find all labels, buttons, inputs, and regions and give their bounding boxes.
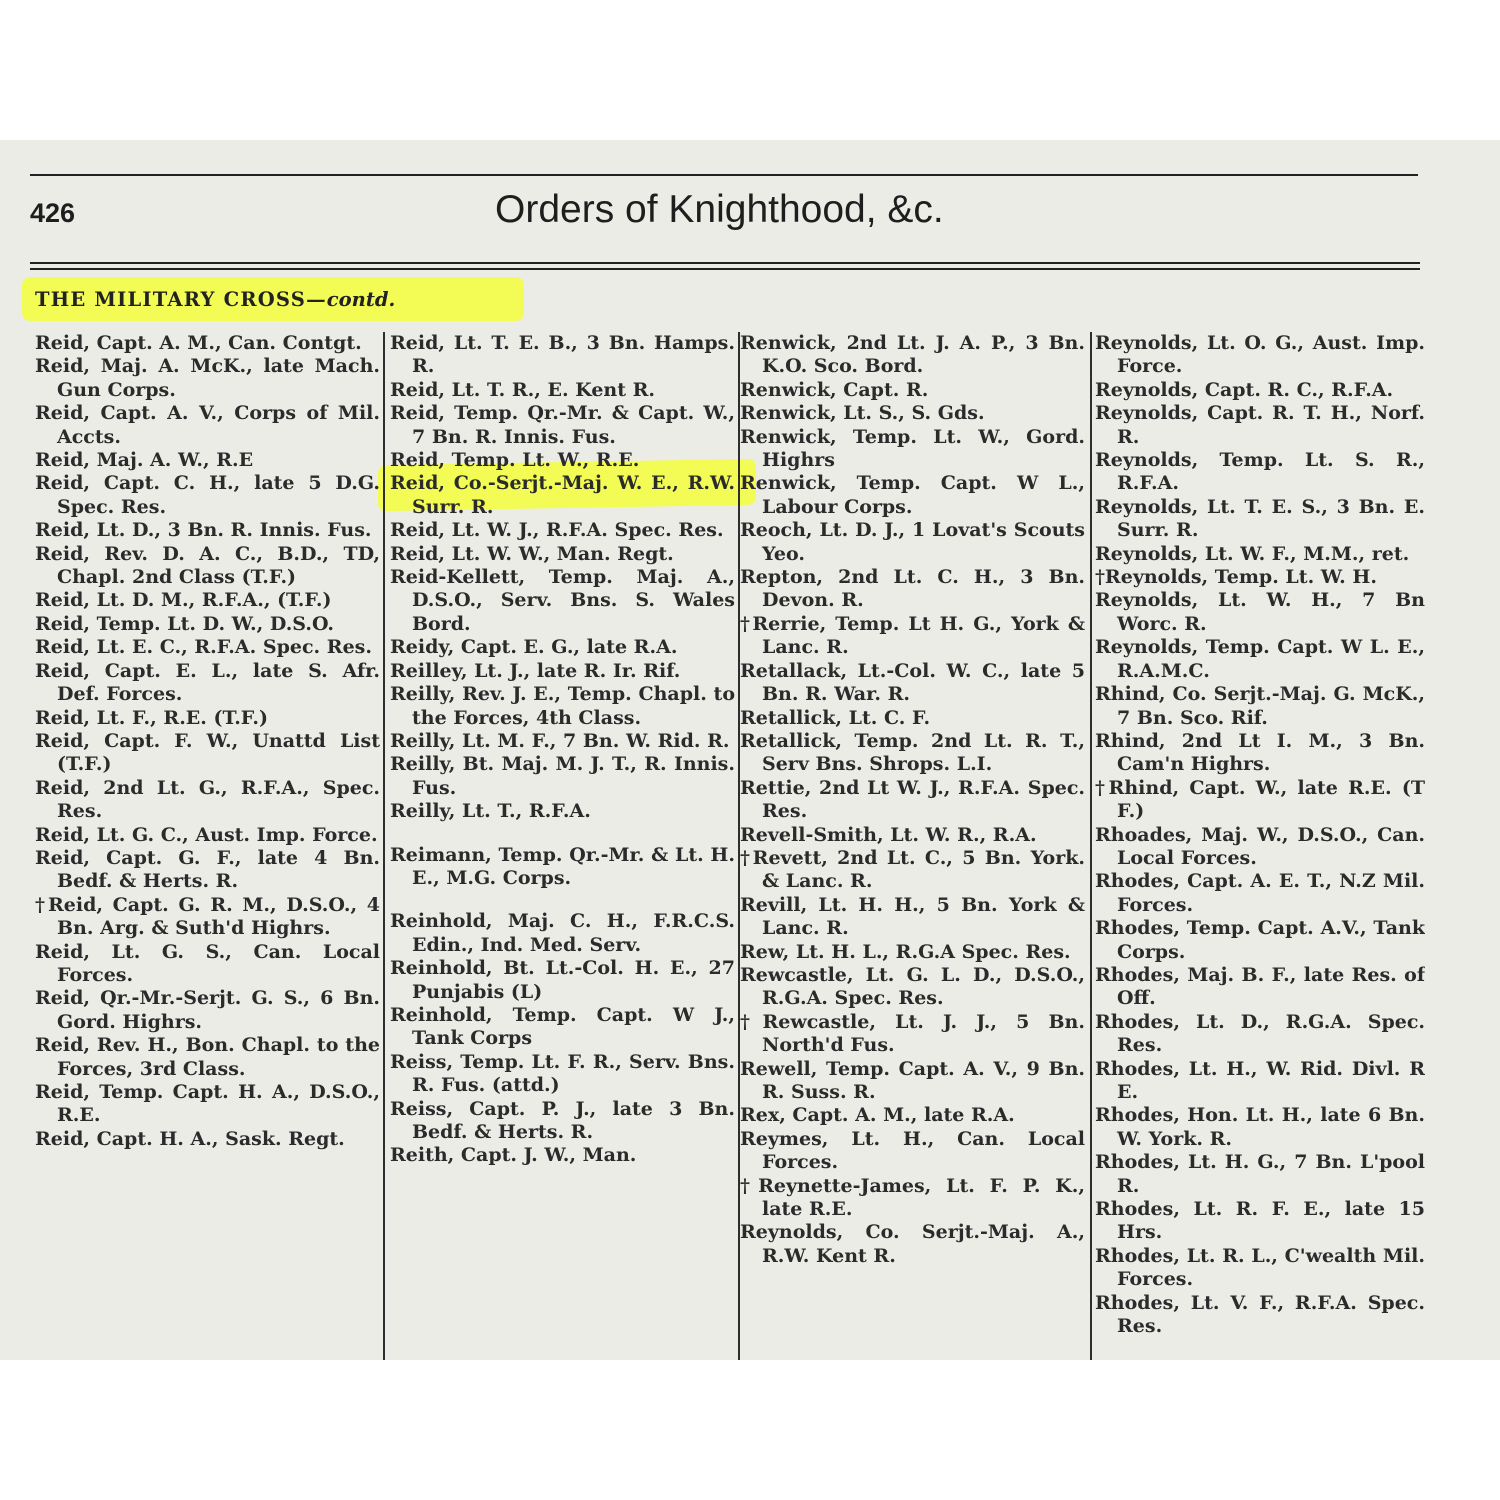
list-entry: Reid, Temp. Lt. D. W., D.S.O. [35,612,335,635]
list-entry: †Rewcastle, Lt. J. J., 5 Bn. North'd Fus. [740,1010,1085,1057]
list-entry: Reynolds, Capt. R. C., R.F.A. [1095,378,1394,401]
list-entry: Rhodes, Lt. V. F., R.F.A. Spec. Res. [1095,1291,1425,1338]
list-entry: Reilley, Lt. J., late R. Ir. Rif. [390,659,681,682]
list-entry: Retallack, Lt.-Col. W. C., late 5 Bn. R. War. R. [740,659,1085,706]
list-entry: Reid, Capt. C. H., late 5 D.G. Spec. Res. [35,472,380,518]
list-entry: Renwick, Lt. S., S. Gds. [740,402,985,425]
list-entry: Rhodes, Temp. Capt. A.V., Tank Corps. [1095,917,1425,963]
list-entry: Reid, Temp. Qr.-Mr. & Capt. W., 7 Bn. R. Innis. Fus. [390,402,735,448]
list-entry: Reilly, Lt. M. F., 7 Bn. W. Rid. R. [390,729,730,752]
list-entry: Retallick, Lt. C. F. [740,706,931,729]
list-entry: Rhodes, Hon. Lt. H., late 6 Bn. W. York. R. [1095,1104,1425,1150]
column-1 [35,332,380,1360]
list-entry: Reinhold, Maj. C. H., F.R.C.S. Edin., Ind. Med. Serv. [390,910,735,956]
section-heading [35,288,395,311]
list-entry: Rex, Capt. A. M., late R.A. [740,1104,1015,1127]
list-entry: Reid, Lt. W. J., R.F.A. Spec. Res. [390,519,724,542]
top-rule [30,174,1418,176]
list-entry: Reynolds, Lt. W. H., 7 Bn Worc. R. [1095,589,1425,635]
column-2 [390,332,735,1360]
list-entry: Renwick, Temp. Capt. W L., Labour Corps. [740,472,1085,518]
list-entry: Reid, Capt. F. W., Unattd List (T.F.) [35,729,380,776]
list-entry: Reynolds, Capt. R. T. H., Norf. R. [1095,402,1425,448]
list-entry: Reymes, Lt. H., Can. Local Forces. [740,1127,1085,1174]
list-entry: Reid, Qr.-Mr.-Serjt. G. S., 6 Bn. Gord. Highrs. [35,987,380,1033]
list-entry: Reidy, Capt. E. G., late R.A. [390,636,678,659]
list-entry: Reilly, Rev. J. E., Temp. Chapl. to the Forces, 4th Class. [390,683,735,729]
list-entry: †Revett, 2nd Lt. C., 5 Bn. York. & Lanc. R. [740,846,1085,893]
list-entry: Reinhold, Bt. Lt.-Col. H. E., 27 Punjabis (L) [390,957,735,1003]
list-entry: Rhodes, Maj. B. F., late Res. of Off. [1095,963,1425,1010]
list-entry: Reid, 2nd Lt. G., R.F.A., Spec. Res. [35,776,380,823]
list-entry: Reid, Lt. E. C., R.F.A. Spec. Res. [35,636,372,659]
column-3 [740,332,1085,1360]
list-entry: Reid, Lt. F., R.E. (T.F.) [35,706,268,729]
list-entry: †Reynette-James, Lt. F. P. K., late R.E. [740,1174,1085,1221]
list-entry: Reid, Capt. A. M., Can. Contgt. [35,332,362,354]
list-entry: Reid, Maj. A. W., R.E [35,449,254,472]
list-entry: Renwick, Temp. Lt. W., Gord. Highrs [740,425,1085,472]
list-entry: Reynolds, Co. Serjt.-Maj. A., R.W. Kent R. [740,1221,1085,1267]
list-entry: Reynolds, Lt. T. E. S., 3 Bn. E. Surr. R. [1095,495,1425,542]
list-entry: Revell-Smith, Lt. W. R., R.A. [740,823,1037,846]
list-entry: Reid, Capt. H. A., Sask. Regt. [35,1127,345,1150]
list-entry: Reoch, Lt. D. J., 1 Lovat's Scouts Yeo. [740,519,1085,565]
list-entry: Reid, Lt. T. R., E. Kent R. [390,378,656,401]
list-entry: Reith, Capt. J. W., Man. [390,1144,637,1167]
list-entry: Reilly, Lt. T., R.F.A. [390,800,591,823]
list-entry: Reid, Lt. D. M., R.F.A., (T.F.) [35,589,332,612]
list-entry: Reid, Maj. A. McK., late Mach. Gun Corps. [35,355,380,401]
header-rule-lower [30,268,1420,270]
list-entry: Reid, Rev. D. A. C., B.D., TD, Chapl. 2nd Class (T.F.) [35,542,380,589]
list-entry: Renwick, 2nd Lt. J. A. P., 3 Bn. K.O. Sco. Bord. [740,332,1085,378]
list-entry: Reid, Lt. D., 3 Bn. R. Innis. Fus. [35,519,372,542]
list-entry: †Rerrie, Temp. Lt H. G., York & Lanc. R. [740,612,1085,659]
list-entry: Reynolds, Lt. W. F., M.M., ret. [1095,542,1410,565]
list-entry: Reid, Capt. E. L., late S. Afr. Def. Forces. [35,659,380,706]
list-entry: Reynolds, Temp. Capt. W L. E., R.A.M.C. [1095,636,1425,682]
list-entry: Rhodes, Lt. R. F. E., late 15 Hrs. [1095,1198,1425,1244]
list-entry: Reid, Rev. H., Bon. Chapl. to the Forces, 3rd Class. [35,1034,380,1080]
list-entry: Reynolds, Lt. O. G., Aust. Imp. Force. [1095,332,1425,378]
list-entry: Reinhold, Temp. Capt. W J., Tank Corps [390,1003,735,1050]
list-entry: Reid, Lt. T. E. B., 3 Bn. Hamps. R. [390,332,735,378]
list-entry: Rhodes, Lt. H. G., 7 Bn. L'pool R. [1095,1151,1425,1197]
list-entry: Rhodes, Capt. A. E. T., N.Z Mil. Forces. [1095,870,1425,916]
list-entry: Repton, 2nd Lt. C. H., 3 Bn. Devon. R. [740,566,1085,612]
highlighted-entry: Reid, Temp. Lt. W., R.E. [390,449,640,472]
list-entry: Reid, Lt. G. S., Can. Local Forces. [35,940,380,986]
list-entry: Retallick, Temp. 2nd Lt. R. T., Serv Bns. Shrops. L.I. [740,729,1085,776]
list-entry: Rew, Lt. H. L., R.G.A Spec. Res. [740,940,1071,963]
list-entry: Reiss, Capt. P. J., late 3 Bn. Bedf. & Herts. R. [390,1097,735,1143]
list-entry: Reid, Lt. G. C., Aust. Imp. Force. [35,823,378,846]
spacer [390,824,735,844]
column-divider [1090,332,1092,1360]
list-entry: Reynolds, Temp. Lt. S. R., R.F.A. [1095,449,1425,495]
list-entry: Rhodes, Lt. R. L., C'wealth Mil. Forces. [1095,1244,1425,1291]
page-number: 426 [30,198,76,228]
list-entry: †Reynolds, Temp. Lt. W. H. [1095,566,1377,589]
list-entry: Revill, Lt. H. H., 5 Bn. York & Lanc. R. [740,893,1085,940]
list-entry: Rhodes, Lt. D., R.G.A. Spec. Res. [1095,1010,1425,1057]
list-entry: Reilly, Bt. Maj. M. J. T., R. Innis. Fus. [390,753,735,799]
list-entry: Reid, Lt. W. W., Man. Regt. [390,542,674,565]
list-entry: Reid, Temp. Capt. H. A., D.S.O., R.E. [35,1081,380,1127]
list-entry: Reid, Capt. G. F., late 4 Bn. Bedf. & Herts. R. [35,846,380,893]
list-entry: Rewell, Temp. Capt. A. V., 9 Bn. R. Suss. R. [740,1057,1085,1103]
column-divider [383,332,385,1360]
header-rule-upper [30,262,1420,264]
list-entry: Reiss, Temp. Lt. F. R., Serv. Bns. R. Fus. (attd.) [390,1050,735,1097]
section-contd: contd. [326,288,396,311]
list-entry: Renwick, Capt. R. [740,378,929,401]
section-title: THE MILITARY CROSS— [35,288,327,311]
list-entry: Rhind, Co. Serjt.-Maj. G. McK., 7 Bn. Sco. Rif. [1095,683,1425,729]
list-entry: Reid-Kellett, Temp. Maj. A., D.S.O., Serv. Bns. S. Wales Bord. [390,566,735,635]
list-entry: †Rhind, Capt. W., late R.E. (T F.) [1095,776,1425,823]
book-page-photo [0,140,1500,1360]
list-entry: Rettie, 2nd Lt W. J., R.F.A. Spec. Res. [740,776,1085,823]
list-entry: †Reid, Capt. G. R. M., D.S.O., 4 Bn. Arg. & Suth'd Highrs. [35,893,380,940]
list-entry: Rewcastle, Lt. G. L. D., D.S.O., R.G.A. Spec. Res. [740,963,1085,1010]
column-4 [1095,332,1425,1360]
running-title: Orders of Knighthood, &c. [495,188,944,231]
list-entry: Reid, Capt. A. V., Corps of Mil. Accts. [35,402,380,448]
list-entry: Reimann, Temp. Qr.-Mr. & Lt. H. E., M.G. Corps. [390,843,735,889]
list-entry: Rhodes, Lt. H., W. Rid. Divl. R E. [1095,1057,1425,1103]
list-entry: Rhoades, Maj. W., D.S.O., Can. Local Forces. [1095,823,1425,869]
list-entry: Rhind, 2nd Lt I. M., 3 Bn. Cam'n Highrs. [1095,729,1425,776]
list-entry: Reid, Co.-Serjt.-Maj. W. E., R.W. Surr. R. [390,472,735,518]
spacer [390,890,735,910]
